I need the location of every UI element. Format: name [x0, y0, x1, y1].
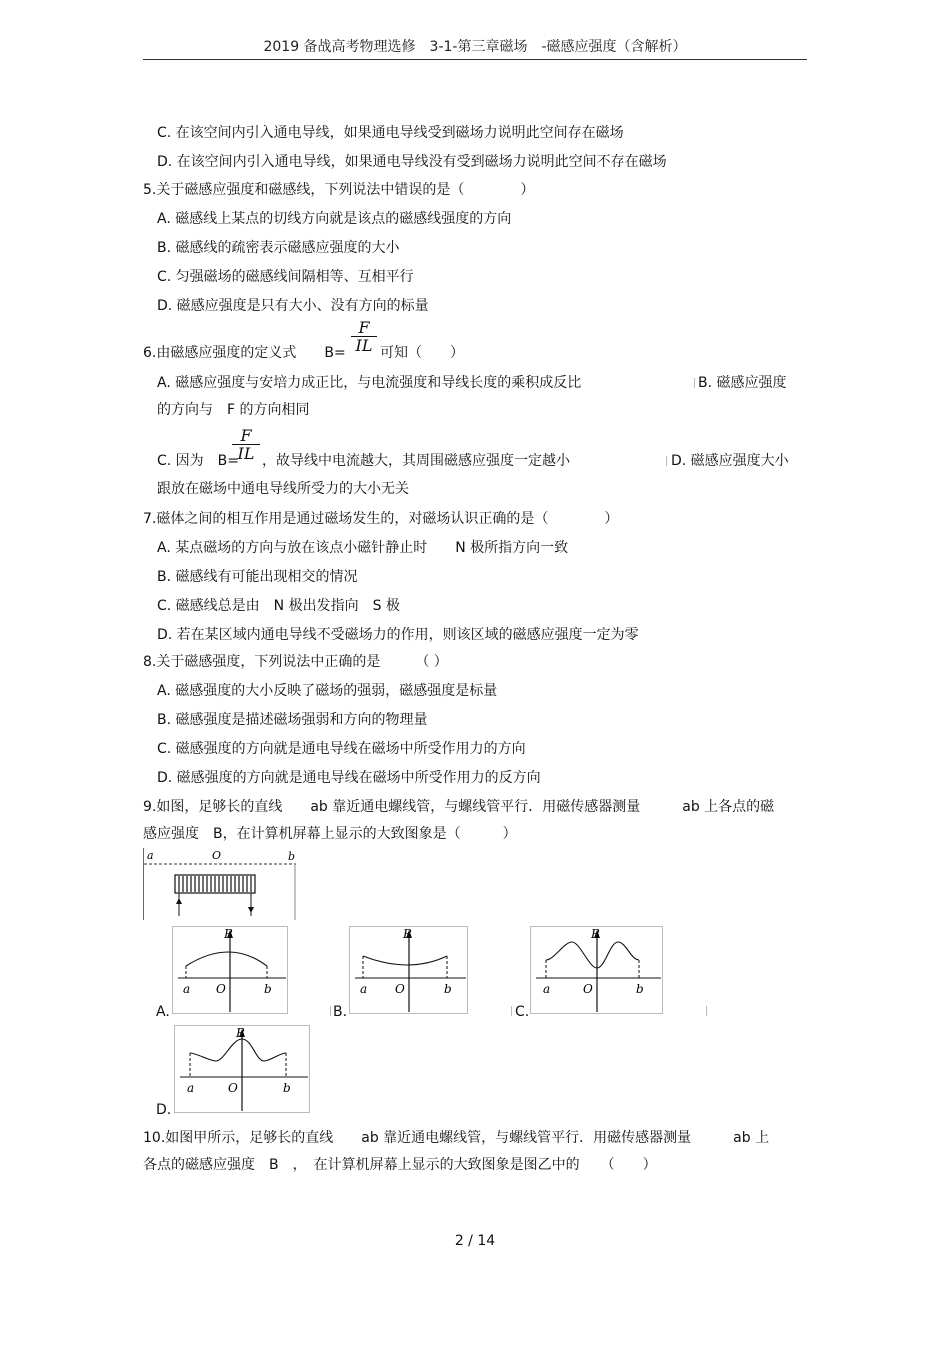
graph-option-label: D. — [156, 1102, 172, 1118]
column-marker — [511, 1006, 512, 1016]
q8-option-d: D. 磁感强度的方向就是通电导线在磁场中所受作用力的反方向 — [157, 770, 541, 786]
graph-option-a — [172, 926, 288, 1014]
b-curve — [363, 956, 447, 965]
current-arrow-in — [176, 898, 182, 904]
question-6-suffix: 可知（ ） — [380, 345, 464, 361]
q4-option-c: C. 在该空间内引入通电导线，如果通电导线受到磁场力说明此空间存在磁场 — [157, 125, 624, 141]
x-label-a: a — [183, 982, 191, 996]
page-header: 2019 备战高考物理选修 3-1-第三章磁场 -磁感应强度（含解析） — [263, 39, 687, 55]
graph-option-b — [349, 926, 468, 1014]
fraction-numerator: F — [232, 427, 260, 445]
q7-option-c: C. 磁感线总是由 N 极出发指向 S 极 — [157, 598, 400, 614]
column-marker — [694, 378, 695, 388]
q8-option-b: B. 磁感强度是描述磁场强弱和方向的物理量 — [157, 712, 428, 728]
y-axis-label: B — [224, 927, 233, 941]
q5-option-b: B. 磁感线的疏密表示磁感应强度的大小 — [157, 240, 400, 256]
question-6-prefix: 6.由磁感应强度的定义式 B= — [143, 345, 346, 361]
column-marker — [706, 1006, 707, 1016]
x-label-o: O — [395, 982, 405, 996]
graph-option-d — [174, 1025, 310, 1113]
x-label-o: O — [216, 982, 226, 996]
header-rule — [143, 59, 807, 60]
fraction-denominator: IL — [355, 336, 373, 355]
x-label-a: a — [187, 1081, 195, 1095]
y-axis-label: B — [236, 1026, 245, 1040]
column-marker — [330, 1006, 331, 1016]
question-5: 5.关于磁感应强度和磁感线，下列说法中错误的是（ ） — [143, 182, 535, 198]
graph-option-label: A. — [156, 1004, 170, 1020]
q6-option-d-end: 跟放在磁场中通电导线所受力的大小无关 — [157, 481, 409, 497]
x-label-a: a — [543, 982, 551, 996]
q6c-formula-fraction — [232, 427, 260, 462]
label-b: b — [288, 850, 296, 863]
x-label-b: b — [444, 982, 452, 996]
x-label-b: b — [283, 1081, 291, 1095]
column-marker — [666, 456, 667, 466]
q7-option-b: B. 磁感线有可能出现相交的情况 — [157, 569, 358, 585]
x-label-a: a — [360, 982, 368, 996]
q5-option-c: C. 匀强磁场的磁感线间隔相等、互相平行 — [157, 269, 414, 285]
current-arrow-out — [248, 907, 254, 913]
q6-option-a: A. 磁感应强度与安培力成正比，与电流强度和导线长度的乘积成反比 — [157, 375, 582, 391]
label-a: a — [147, 849, 154, 862]
graph-option-label: B. — [333, 1004, 348, 1020]
q6-option-b-end: 的方向与 F 的方向相同 — [157, 402, 310, 418]
b-curve — [546, 942, 639, 968]
fraction-numerator: F — [351, 319, 377, 337]
question-9-line-2: 感应强度 B，在计算机屏幕上显示的大致图象是（ ） — [143, 826, 517, 842]
q6-option-c-prefix: C. 因为 B= — [157, 453, 240, 469]
y-axis-label: B — [403, 927, 412, 941]
label-o: O — [212, 849, 222, 862]
x-label-o: O — [228, 1081, 238, 1095]
b-curve — [186, 952, 267, 966]
q6-option-d-start: D. 磁感应强度大小 — [671, 453, 789, 469]
q5-option-d: D. 磁感应强度是只有大小、没有方向的标量 — [157, 298, 429, 314]
q6-formula-fraction — [351, 319, 377, 354]
question-10-line-2: 各点的磁感应强度 B ， 在计算机屏幕上显示的大致图象是图乙中的 （ ） — [143, 1157, 657, 1173]
q4-option-d: D. 在该空间内引入通电导线，如果通电导线没有受到磁场力说明此空间不存在磁场 — [157, 154, 667, 170]
x-label-b: b — [264, 982, 272, 996]
q6-option-c-suffix: ，故导线中电流越大，其周围磁感应强度一定越小 — [262, 453, 570, 469]
q5-option-a: A. 磁感线上某点的切线方向就是该点的磁感线强度的方向 — [157, 211, 512, 227]
x-label-o: O — [583, 982, 593, 996]
x-label-b: b — [636, 982, 644, 996]
b-curve — [190, 1039, 286, 1061]
q8-option-a: A. 磁感强度的大小反映了磁场的强弱，磁感强度是标量 — [157, 683, 498, 699]
question-8: 8.关于磁感强度，下列说法中正确的是 （ ） — [143, 654, 448, 670]
graph-option-c — [530, 926, 663, 1014]
q7-option-d: D. 若在某区域内通电导线不受磁场力的作用，则该区域的磁感应强度一定为零 — [157, 627, 639, 643]
q8-option-c: C. 磁感强度的方向就是通电导线在磁场中所受作用力的方向 — [157, 741, 526, 757]
question-7: 7.磁体之间的相互作用是通过磁场发生的，对磁场认识正确的是（ ） — [143, 511, 619, 527]
question-9-line-1: 9.如图，足够长的直线 ab 靠近通电螺线管，与螺线管平行．用磁传感器测量 ab 上各点的磁 — [143, 799, 775, 815]
page-number: 2 / 14 — [454, 1233, 496, 1249]
fraction-denominator: IL — [237, 444, 255, 463]
y-axis-label: B — [591, 927, 600, 941]
solenoid-figure — [143, 848, 297, 920]
question-10-line-1: 10.如图甲所示，足够长的直线 ab 靠近通电螺线管，与螺线管平行．用磁传感器测量 ab 上 — [143, 1130, 770, 1146]
q7-option-a: A. 某点磁场的方向与放在该点小磁针静止时 N 极所指方向一致 — [157, 540, 569, 556]
graph-option-label: C. — [515, 1004, 530, 1020]
q6-option-b-start: B. 磁感应强度 — [698, 375, 787, 391]
